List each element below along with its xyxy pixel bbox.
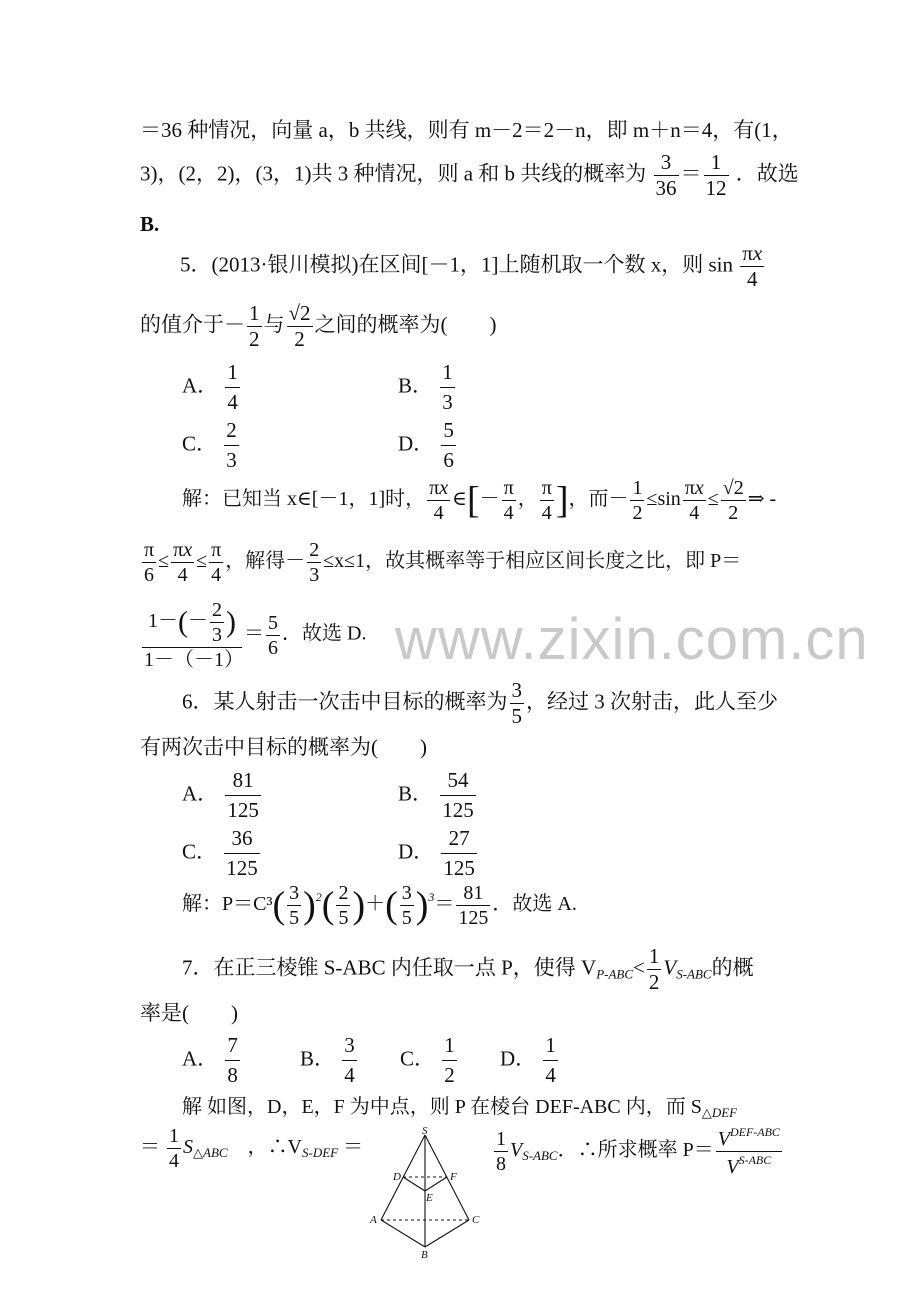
fraction-3-36: $\frac{3}{36}$ bbox=[655, 150, 677, 200]
option-den: 2 bbox=[444, 1063, 455, 1087]
q6-stem-b: ，经过 3 次射击，此人至少 bbox=[526, 689, 778, 714]
q6-stem-a: 6．某人射击一次击中目标的概率为 bbox=[182, 689, 508, 714]
q7-option-c bbox=[400, 1033, 459, 1088]
q7-solution-line-2a: ＝ $\frac{1}{4}$ $S_{\triangle ABC}$ ，$\therefore V_{S-DEF}$ ＝ bbox=[140, 1125, 364, 1172]
option-den: 125 bbox=[443, 856, 475, 880]
option-label: A． bbox=[182, 373, 219, 398]
q7-sol-c: ．∴所求概率 P＝ bbox=[557, 1139, 714, 1162]
q6-stem-line-1: 6．某人射击一次击中目标的概率为 $\frac{3}{5}$ ，经过 3 次射击，此人至少 bbox=[182, 678, 778, 728]
q6-stem-line-2: 有两次击中目标的概率为( ) bbox=[140, 735, 427, 759]
option-num: 27 bbox=[441, 826, 477, 854]
text-line-2: 3)，(2，2)，(3，1)共 3 种情况，则 a 和 b 共线的概率为 $\frac{3}{36}$ ＝ $\frac{1}{12}$ ．故选 bbox=[140, 150, 799, 200]
option-num: 2 bbox=[224, 418, 239, 446]
option-den: 125 bbox=[227, 798, 259, 822]
option-num: 3 bbox=[342, 1033, 357, 1061]
option-num: 1 bbox=[225, 360, 240, 388]
option-label: C． bbox=[182, 839, 218, 864]
option-num: 1 bbox=[543, 1033, 558, 1061]
q7-stem-b: 的概 bbox=[711, 955, 754, 980]
q7-sol-a: 解 如图，D，E，F 为中点，则 P 在棱台 DEF-ABC 内，而 S bbox=[182, 1096, 702, 1118]
q6-option-a bbox=[182, 768, 263, 823]
vertex-label-f: F bbox=[450, 1171, 457, 1183]
option-num: 81 bbox=[225, 768, 261, 796]
vertex-label-s: S bbox=[422, 1125, 428, 1137]
text-line-3: B. bbox=[140, 212, 160, 236]
q7-option-a bbox=[182, 1033, 242, 1088]
option-num: 1 bbox=[442, 1033, 457, 1061]
q5-stem-d: 之间的概率为( ) bbox=[314, 312, 497, 337]
q7-option-d bbox=[500, 1033, 560, 1088]
q7-solution-line-1: 解 如图，D，E，F 为中点，则 P 在棱台 DEF-ABC 内，而 $S_{\triangle DEF}$ bbox=[182, 1096, 738, 1120]
fraction-pix-4: $\frac{\pi x}{4}$ bbox=[742, 241, 763, 291]
option-den: 125 bbox=[226, 856, 258, 880]
vertex-label-e: E bbox=[426, 1192, 433, 1204]
option-num: 54 bbox=[440, 768, 476, 796]
option-num: 7 bbox=[225, 1033, 240, 1061]
option-label: D． bbox=[398, 431, 435, 456]
option-label: C． bbox=[182, 431, 218, 456]
watermark: www.zixin.com.cn bbox=[395, 607, 869, 672]
q7-stem-line-2: 率是( ) bbox=[140, 1001, 238, 1025]
q5-sol-c: ⇒ - bbox=[747, 488, 777, 511]
q7-stem-line-1: 7．在正三棱锥 S-ABC 内任取一点 P，使得 $V_{P-ABC}<$ $\frac{1}{2}$ $V_{S-ABC}$的概 bbox=[182, 944, 754, 994]
option-den: 125 bbox=[442, 798, 474, 822]
option-num: 5 bbox=[441, 418, 456, 446]
option-den: 3 bbox=[226, 448, 237, 472]
q6-sol-b: ．故选 A. bbox=[492, 893, 577, 916]
option-label: D． bbox=[500, 1046, 537, 1071]
fraction-root2-2: $\frac{√2}{2}$ bbox=[288, 301, 311, 351]
q5-stem-line-2 bbox=[140, 303, 497, 350]
option-den: 4 bbox=[344, 1063, 355, 1087]
q5-sol-f: ．故选 D. bbox=[282, 622, 367, 645]
q5-stem-b: 的值介于－ bbox=[140, 312, 245, 337]
option-label: B． bbox=[300, 1046, 336, 1071]
q6-option-c bbox=[182, 826, 262, 881]
option-label: B． bbox=[398, 781, 434, 806]
option-den: 3 bbox=[442, 390, 453, 414]
q5-option-b bbox=[398, 360, 457, 415]
q5-solution-line-2: $\frac{\pi}{6}$ ≤ $\frac{\pi x}{4}$ ≤ $\frac{\pi}{4}$ ，解得－ $\frac{2}{3}$ ≤x≤1，故其概率等于相应区间长度之比，即 P＝ bbox=[144, 539, 742, 586]
fraction-1-2: $\frac{1}{2}$ bbox=[249, 301, 260, 351]
q5-solution-line-3: 1－(－ $\frac{2}{3}$ ) 1－（－1） ＝ $\frac{5}{6}$ ．故选 D. bbox=[144, 599, 367, 671]
vertex-label-c: C bbox=[472, 1214, 480, 1226]
text-line-2b: ．故选 bbox=[735, 161, 799, 186]
q5-option-c bbox=[182, 418, 241, 473]
q7-sol-b: ∴V bbox=[267, 1136, 303, 1159]
q5-option-a bbox=[182, 360, 242, 415]
text-line-1: ＝36 种情况，向量 a，b 共线，则有 m－2＝2－n，即 m＋n＝4，有(1， bbox=[140, 118, 793, 142]
option-label: D． bbox=[398, 839, 435, 864]
q7-stem-a: 7．在正三棱锥 S-ABC 内任取一点 P，使得 V bbox=[182, 955, 597, 980]
option-num: 36 bbox=[224, 826, 260, 854]
q5-sol-d: ，解得－ bbox=[225, 550, 306, 573]
option-den: 8 bbox=[227, 1063, 238, 1087]
q6-option-d bbox=[398, 826, 479, 881]
q5-stem-a: 5．(2013·银川模拟)在区间[－1，1]上随机取一个数 x，则 sin bbox=[180, 252, 733, 277]
option-den: 6 bbox=[443, 448, 454, 472]
option-label: C． bbox=[400, 1046, 436, 1071]
option-den: 4 bbox=[227, 390, 238, 414]
q6-solution: 解：P＝C³( $\frac{3}{5}$ )$^2$( $\frac{2}{5}$ )＋( $\frac{3}{5}$ )$^3$＝ $\frac{81}{125}$ ．故选 A. bbox=[182, 882, 577, 929]
option-label: A． bbox=[182, 781, 219, 806]
q5-sol-a: 解：已知当 x∈[－1，1]时， bbox=[182, 488, 426, 511]
q6-sol-a: 解：P＝C³ bbox=[182, 893, 273, 916]
vertex-label-d: D bbox=[393, 1171, 401, 1183]
vertex-label-b: B bbox=[421, 1249, 428, 1260]
text-line-2a: 3)，(2，2)，(3，1)共 3 种情况，则 a 和 b 共线的概率为 bbox=[140, 161, 647, 186]
q5-option-d bbox=[398, 418, 458, 473]
option-label: A． bbox=[182, 1046, 219, 1071]
vertex-label-a: A bbox=[370, 1214, 377, 1226]
q6-option-b bbox=[398, 768, 478, 823]
pyramid-figure bbox=[366, 1125, 496, 1260]
q5-stem-c: 与 bbox=[263, 312, 285, 337]
q5-solution-line-1: 解：已知当 x∈[－1，1]时， $\frac{\pi x}{4}$ ∈[－ $\frac{\pi}{4}$ ， $\frac{\pi}{4}$ ]，而－ $\frac{1}{2}$ ≤sin $\frac{\pi x}{4}$ ≤ $\frac{√2}{2}$ ⇒ - bbox=[182, 477, 777, 524]
q7-solution-line-2b: $\frac{1}{8}$ $V_{S-ABC}$．∴所求概率 P＝ $V^{DEF-ABC}$ $V^{S-ABC}$ bbox=[496, 1125, 780, 1178]
q5-sol-b: ，而－ bbox=[568, 488, 629, 511]
q5-stem-line-1 bbox=[180, 243, 766, 290]
q7-option-b bbox=[300, 1033, 359, 1088]
q5-sol-e: ≤x≤1，故其概率等于相应区间长度之比，即 P＝ bbox=[323, 550, 742, 573]
fraction-1-12: $\frac{1}{12}$ bbox=[705, 150, 727, 200]
option-label: B． bbox=[398, 373, 434, 398]
option-den: 4 bbox=[545, 1063, 556, 1087]
option-num: 1 bbox=[440, 360, 455, 388]
